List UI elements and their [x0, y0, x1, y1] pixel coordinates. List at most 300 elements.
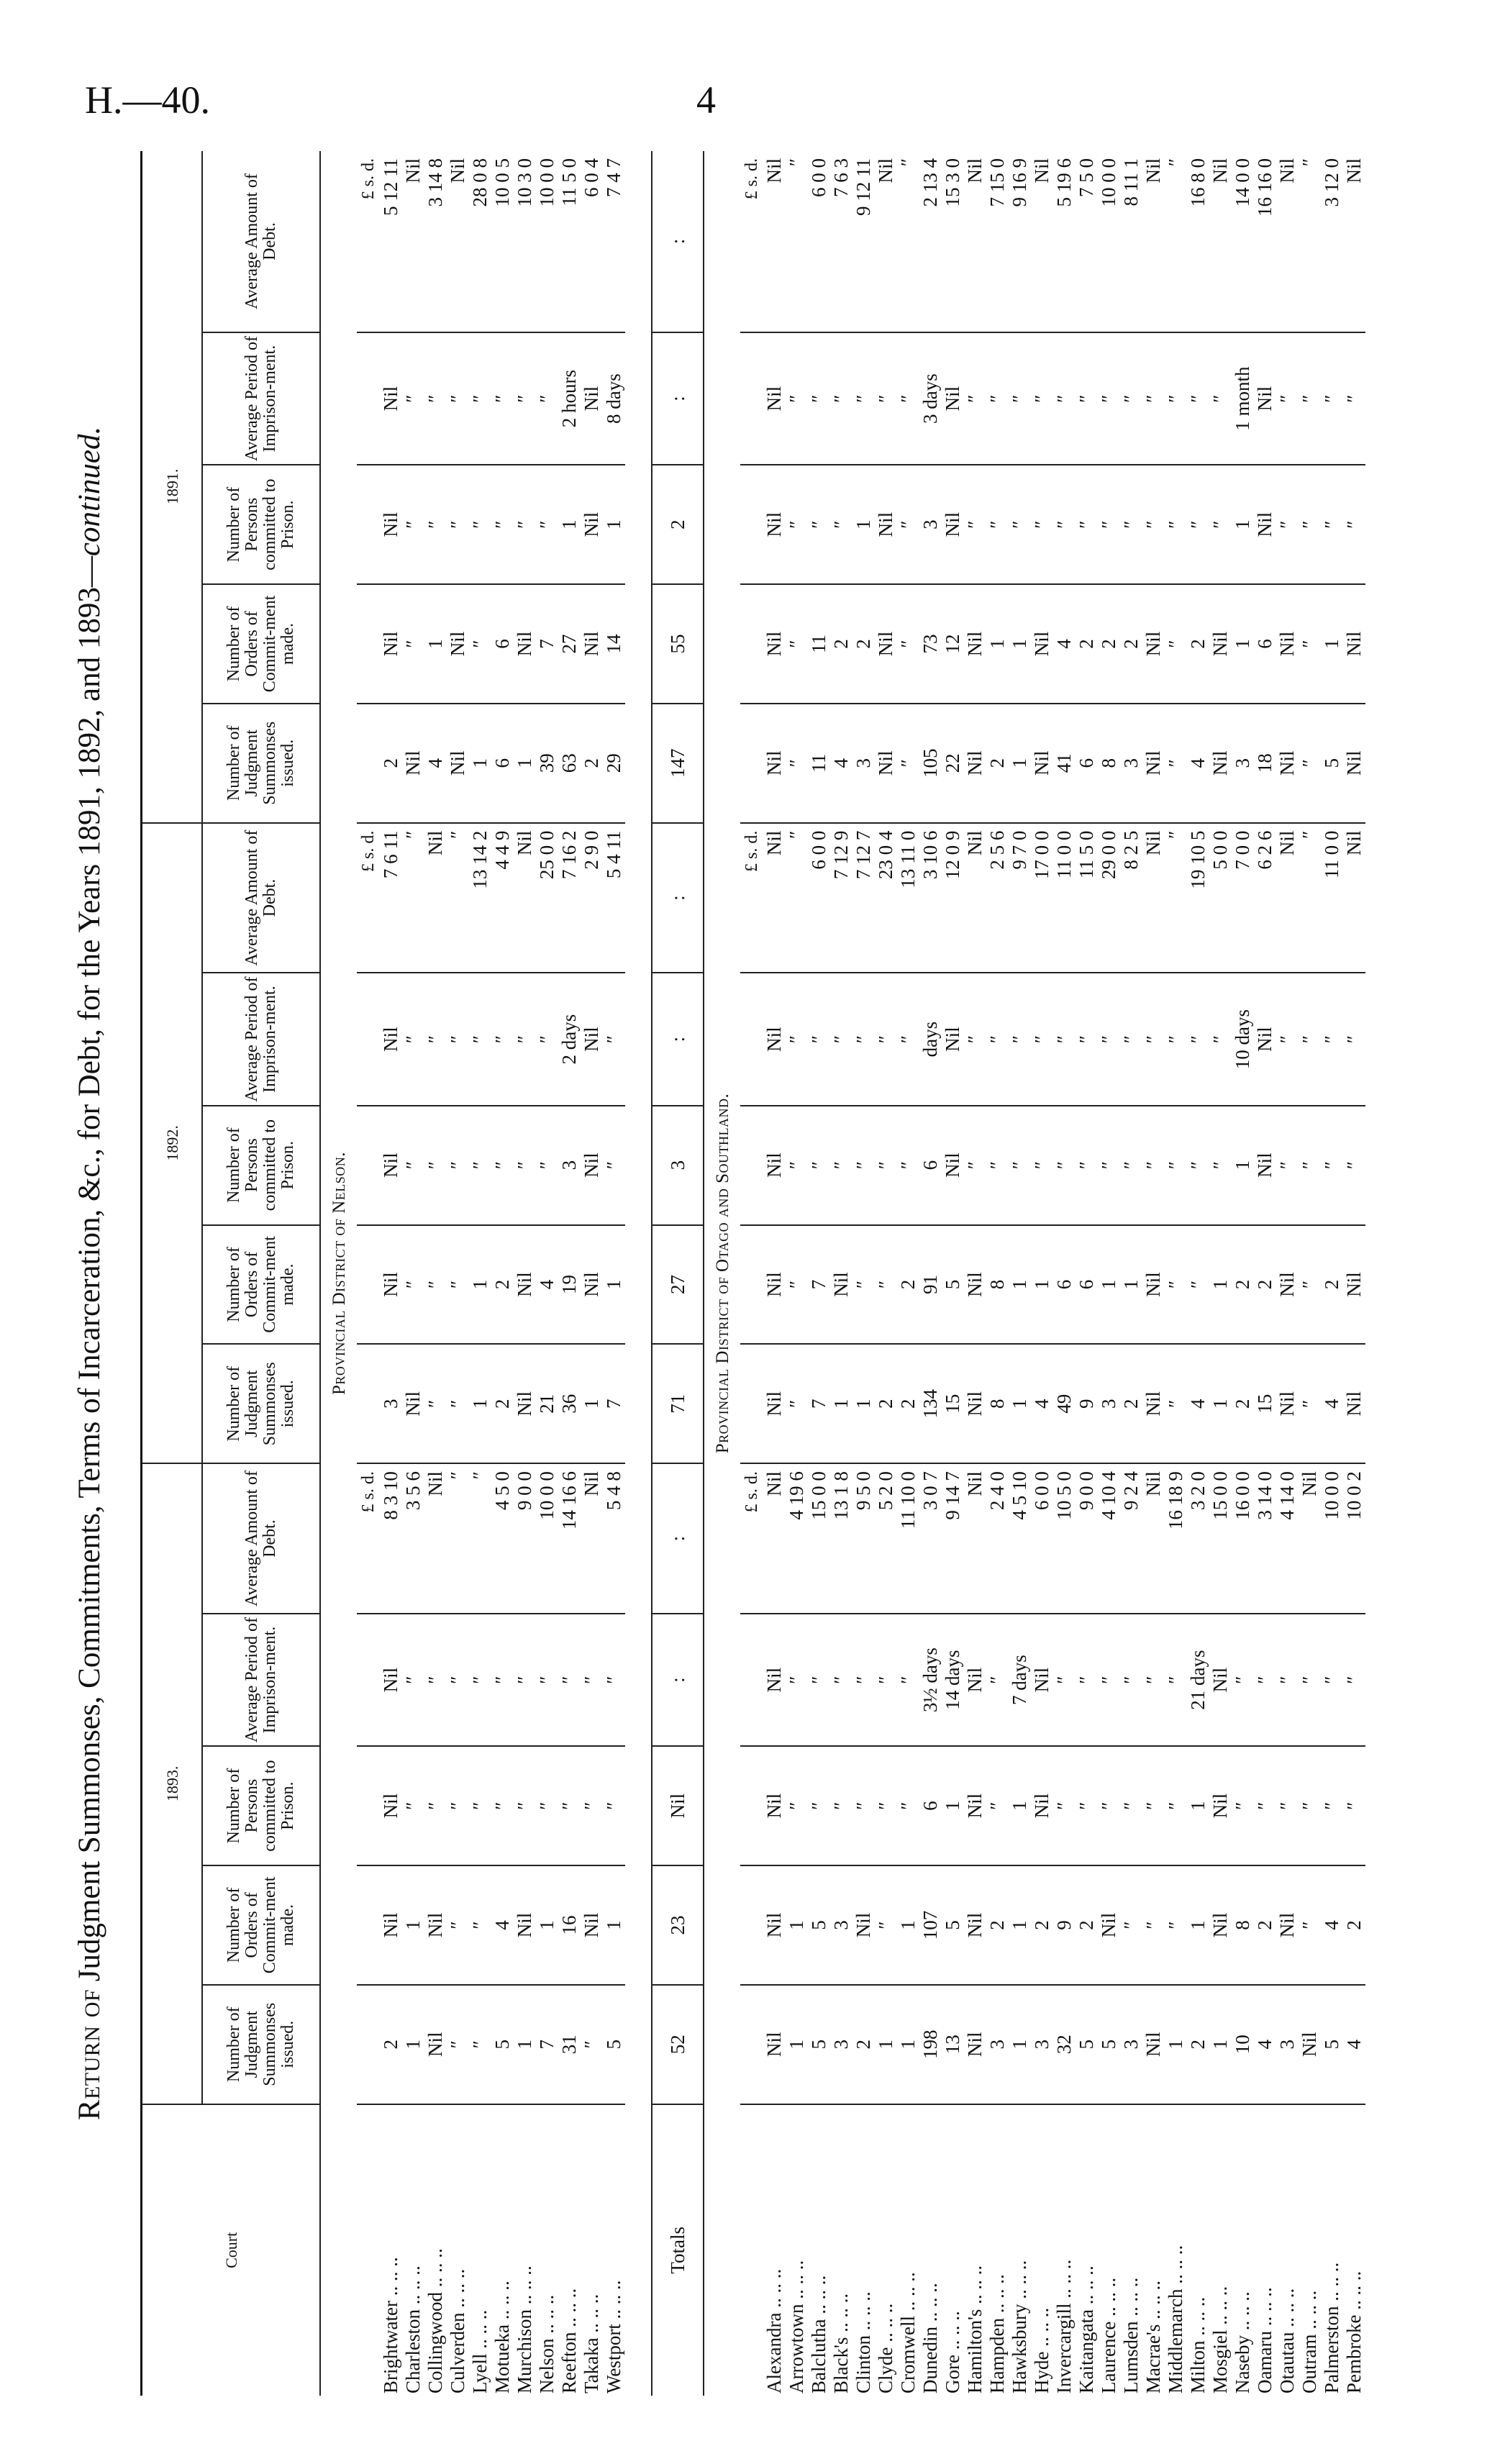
orders-cell: 4 [1053, 584, 1076, 704]
amount-cell: 10 0 0 [1098, 151, 1120, 332]
blank-cell [357, 1865, 380, 1985]
total-persons-cell: Nil [652, 1746, 704, 1865]
orders-cell: 2 [1098, 584, 1120, 704]
table-row [919, 151, 942, 2396]
period-cell: ″ [1343, 973, 1365, 1105]
court-name: Lumsden [1120, 2321, 1142, 2393]
persons-cell: ″ [1076, 1106, 1098, 1225]
orders-cell: 1 [1009, 584, 1031, 704]
orders-cell: 1 [1009, 1865, 1031, 1985]
spacer-cell [625, 151, 652, 2396]
persons-cell: ″ [402, 465, 424, 584]
court-name: Macrae's [1142, 2324, 1164, 2393]
amount-cell: 2 9 0 [581, 823, 603, 973]
persons-cell: 1 [1009, 1746, 1031, 1865]
orders-cell: Nil [581, 1865, 603, 1985]
leader-dots: .. .. .. [1299, 2290, 1320, 2335]
column-header-summonses-1892: Number of Judgment Summonses issued. [202, 1344, 320, 1463]
summonses-cell: 2 [897, 1344, 919, 1463]
leader-dots: .. .. .. [402, 2265, 424, 2310]
period-cell: ″ [1321, 973, 1343, 1105]
orders-cell: 1 [424, 584, 447, 704]
orders-cell: 19 [558, 1225, 581, 1345]
amount-cell: Nil [1343, 151, 1365, 332]
court-name: Arrowtown [786, 2304, 807, 2393]
persons-cell: ″ [1142, 1106, 1165, 1225]
amount-cell: 16 16 0 [1254, 151, 1276, 332]
amount-cell: Nil [1209, 151, 1232, 332]
summonses-cell: 3 [852, 704, 875, 823]
summonses-cell: ″ [469, 1985, 491, 2104]
period-cell: ″ [897, 332, 919, 465]
orders-cell: ″ [1299, 1865, 1321, 1985]
leader-dots: .. .. .. [1254, 2287, 1275, 2332]
summonses-cell: 1 [786, 1985, 808, 2104]
summonses-cell: Nil [447, 704, 469, 823]
persons-cell: ″ [402, 1746, 424, 1865]
persons-cell: ″ [424, 1746, 447, 1865]
amount-cell: Nil [1142, 823, 1165, 973]
total-summonses-cell: 52 [652, 1985, 704, 2104]
period-cell: ″ [603, 1614, 625, 1746]
amount-cell: Nil [424, 1463, 447, 1614]
court-name: Hamilton's [964, 2309, 986, 2393]
orders-cell: 1 [603, 1865, 625, 1985]
persons-cell: ″ [1321, 465, 1343, 584]
leader-dots: .. .. .. [1343, 2270, 1365, 2315]
period-cell: ″ [875, 973, 897, 1105]
column-header-persons-1893: Number of Persons committed to Prison. [202, 1746, 320, 1865]
leader-dots: .. .. .. [1187, 2296, 1209, 2341]
summonses-cell: Nil [763, 1985, 786, 2104]
persons-cell: ″ [491, 465, 514, 584]
court-name: Hampden [986, 2318, 1008, 2393]
summonses-cell: 7 [808, 1344, 830, 1463]
summonses-cell: ″ [424, 1344, 447, 1463]
summonses-cell: Nil [1343, 1344, 1365, 1463]
persons-cell: ″ [424, 1106, 447, 1225]
summonses-cell: Nil [424, 1985, 447, 2104]
court-header: Court [142, 2104, 321, 2396]
orders-cell: 1 [1209, 1225, 1232, 1345]
summonses-cell: 49 [1053, 1344, 1076, 1463]
orders-cell: Nil [1031, 584, 1053, 704]
amount-cell: 9 0 0 [1076, 1463, 1098, 1614]
orders-cell: Nil [380, 584, 402, 704]
persons-cell: ″ [1142, 1746, 1165, 1865]
period-cell: ″ [1120, 973, 1142, 1105]
table-row [1142, 151, 1165, 2396]
amount-cell: 16 0 0 [1232, 1463, 1254, 1614]
court-name: Palmerston [1321, 2306, 1342, 2393]
table-row [447, 151, 469, 2396]
persons-cell: ″ [536, 465, 558, 584]
orders-cell: 4 [1321, 1865, 1343, 1985]
orders-cell: ″ [1187, 1225, 1209, 1345]
blank-cell [740, 973, 763, 1105]
amount-cell: 10 0 0 [536, 1463, 558, 1614]
amount-cell: 10 0 2 [1343, 1463, 1365, 1614]
persons-cell: ″ [1009, 1106, 1031, 1225]
court-cell [1076, 2104, 1098, 2396]
amount-cell: 7 15 0 [986, 151, 1009, 332]
court-name: Milton [1187, 2340, 1209, 2393]
period-cell: ″ [536, 1614, 558, 1746]
leader-dots: .. .. .. [919, 2283, 941, 2327]
court-name: Culverden [447, 2312, 468, 2393]
period-cell: ″ [1276, 1614, 1299, 1746]
amount-cell: 7 16 2 [558, 823, 581, 973]
total-summonses-cell: 71 [652, 1344, 704, 1463]
amount-cell: 13 1 8 [830, 1463, 852, 1614]
orders-cell: 1 [603, 1225, 625, 1345]
summonses-cell: Nil [1276, 1344, 1299, 1463]
persons-cell: 1 [1187, 1746, 1209, 1865]
period-cell: ″ [830, 1614, 852, 1746]
orders-cell: 1 [1232, 584, 1254, 704]
persons-cell: ″ [1276, 1746, 1299, 1865]
table-row [558, 151, 581, 2396]
court-cell [763, 2104, 786, 2396]
persons-cell: ″ [514, 1746, 536, 1865]
summonses-cell: 198 [919, 1985, 942, 2104]
leader-dots: .. .. .. [581, 2293, 602, 2338]
orders-cell: Nil [763, 1865, 786, 1985]
column-header-persons-1892: Number of Persons committed to Prison. [202, 1106, 320, 1225]
period-cell: ″ [1098, 332, 1120, 465]
table-row [964, 151, 986, 2396]
persons-cell: Nil [763, 465, 786, 584]
court-cell [469, 2104, 491, 2396]
leader-dots: .. .. .. [1120, 2277, 1142, 2322]
period-cell: Nil [964, 1614, 986, 1746]
leader-dots: .. .. .. [986, 2274, 1008, 2319]
amount-cell: Nil [964, 823, 986, 973]
persons-cell: ″ [1209, 1106, 1232, 1225]
court-cell [1187, 2104, 1209, 2396]
persons-cell: ″ [1165, 1106, 1187, 1225]
blank-cell [357, 1106, 380, 1225]
title-lead: Return of [73, 1988, 106, 2121]
court-name: Oamaru [1254, 2331, 1275, 2393]
persons-cell: ″ [1343, 1106, 1365, 1225]
period-cell: ″ [514, 973, 536, 1105]
blank-cell [740, 1614, 763, 1746]
amount-cell: Nil [763, 151, 786, 332]
court-name: Charleston [402, 2309, 424, 2393]
persons-cell: ″ [1053, 1746, 1076, 1865]
orders-cell: ″ [875, 1865, 897, 1985]
court-name: Pembroke [1343, 2314, 1365, 2393]
court-cell [402, 2104, 424, 2396]
persons-cell: Nil [875, 465, 897, 584]
amount-cell: 6 2 6 [1254, 823, 1276, 973]
summonses-cell: Nil [964, 704, 986, 823]
summonses-cell: 8 [1098, 704, 1120, 823]
leader-dots: .. .. .. [1232, 2291, 1253, 2336]
leader-dots: .. .. .. [1098, 2277, 1119, 2322]
amount-cell: 14 16 6 [558, 1463, 581, 1614]
summonses-cell: 1 [514, 1985, 536, 2104]
total-amount-cell: : [652, 823, 704, 973]
blank-cell [740, 1225, 763, 1345]
summonses-cell: Nil [1276, 704, 1299, 823]
summonses-cell: 6 [491, 704, 514, 823]
court-cell [1098, 2104, 1120, 2396]
section-title: Provincial District of Nelson. [329, 1152, 349, 1396]
period-cell: ″ [830, 332, 852, 465]
court-name: Mosgiel [1209, 2329, 1231, 2393]
amount-cell: 4 19 6 [786, 1463, 808, 1614]
column-header-orders-1892: Number of Orders of Commit-ment made. [202, 1225, 320, 1345]
court-name: Balclutha [808, 2319, 829, 2393]
orders-cell: Nil [1343, 1225, 1365, 1345]
table-row [1276, 151, 1299, 2396]
orders-cell: 1 [897, 1865, 919, 1985]
summonses-cell: Nil [402, 1344, 424, 1463]
amount-cell: 9 5 0 [852, 1463, 875, 1614]
persons-cell: ″ [402, 1106, 424, 1225]
amount-cell: 3 5 6 [402, 1463, 424, 1614]
table-row [808, 151, 830, 2396]
persons-cell: ″ [1276, 465, 1299, 584]
summonses-cell: 5 [491, 1985, 514, 2104]
persons-cell: Nil [380, 465, 402, 584]
orders-cell: 2 [491, 1225, 514, 1345]
amount-cell: 2 13 4 [919, 151, 942, 332]
orders-cell: Nil [424, 1865, 447, 1985]
orders-cell: Nil [380, 1225, 402, 1345]
table-row [942, 151, 964, 2396]
orders-cell: ″ [875, 1225, 897, 1345]
column-header-orders-1893: Number of Orders of Commit-ment made. [202, 1865, 320, 1985]
summonses-cell: 3 [1276, 1985, 1299, 2104]
amount-cell: 16 18 9 [1165, 1463, 1187, 1614]
orders-cell: 4 [491, 1865, 514, 1985]
court-name: Westport [603, 2324, 624, 2393]
period-cell: ″ [830, 973, 852, 1105]
period-cell: ″ [1187, 973, 1209, 1105]
summonses-cell: ″ [897, 704, 919, 823]
table-row [1076, 151, 1098, 2396]
persons-cell: Nil [1254, 1106, 1276, 1225]
orders-cell: 4 [536, 1225, 558, 1345]
orders-cell: ″ [424, 1225, 447, 1345]
orders-cell: 6 [491, 584, 514, 704]
total-period-cell: : [652, 973, 704, 1105]
period-cell: Nil [380, 973, 402, 1105]
court-cell [447, 2104, 469, 2396]
amount-cell: Nil [447, 151, 469, 332]
period-cell: ″ [1053, 973, 1076, 1105]
period-cell: ″ [1142, 973, 1165, 1105]
period-cell: ″ [1187, 332, 1209, 465]
period-cell: 10 days [1232, 973, 1254, 1105]
amount-cell: ″ [447, 823, 469, 973]
amount-cell: 9 2 4 [1120, 1463, 1142, 1614]
summonses-cell: 4 [424, 704, 447, 823]
court-name: Otautau [1276, 2332, 1298, 2393]
period-cell: 1 month [1232, 332, 1254, 465]
table-row [536, 151, 558, 2396]
period-cell: ″ [1343, 1614, 1365, 1746]
total-orders-cell: 27 [652, 1225, 704, 1345]
summonses-cell: 5 [603, 1985, 625, 2104]
orders-cell: Nil [964, 584, 986, 704]
orders-cell: 91 [919, 1225, 942, 1345]
summonses-cell: 5 [1098, 1985, 1120, 2104]
orders-cell: ″ [402, 1225, 424, 1345]
period-cell: ″ [786, 973, 808, 1105]
summonses-cell: 4 [1187, 1344, 1209, 1463]
amount-cell: 7 4 7 [603, 151, 625, 332]
summonses-cell: Nil [1031, 704, 1053, 823]
amount-cell: 29 0 0 [1098, 823, 1120, 973]
year-header-1891: 1891. [142, 151, 203, 823]
title-main: Judgment Summonses, Commitments, Terms of Incarceration, &c., for Debt, for the Years 1891, 1892, and 1893— [73, 556, 106, 1982]
amount-cell: 10 3 0 [514, 151, 536, 332]
amount-cell: Nil [1031, 151, 1053, 332]
court-cell [964, 2104, 986, 2396]
period-cell: ″ [469, 1614, 491, 1746]
summonses-cell: 105 [919, 704, 942, 823]
period-cell: ″ [1120, 332, 1142, 465]
amount-cell: 10 0 0 [536, 151, 558, 332]
orders-cell: 12 [942, 584, 964, 704]
amount-cell: 9 14 7 [942, 1463, 964, 1614]
persons-cell: ″ [1321, 1746, 1343, 1865]
amount-cell: 15 3 0 [942, 151, 964, 332]
orders-cell: Nil [380, 1865, 402, 1985]
blank-cell [357, 332, 380, 465]
summonses-cell: Nil [514, 1344, 536, 1463]
orders-cell: 8 [1232, 1865, 1254, 1985]
period-cell: ″ [1076, 332, 1098, 465]
summonses-cell: 9 [1076, 1344, 1098, 1463]
court-cell [1120, 2104, 1142, 2396]
column-header-summonses-1891: Number of Judgment Summonses issued. [202, 704, 320, 823]
summonses-cell: 2 [852, 1985, 875, 2104]
persons-cell: ″ [536, 1106, 558, 1225]
orders-cell: Nil [514, 1225, 536, 1345]
orders-cell: Nil [581, 1225, 603, 1345]
orders-cell: ″ [852, 1225, 875, 1345]
amount-cell: ″ [1299, 151, 1321, 332]
amount-cell: 23 0 4 [875, 823, 897, 973]
table-row [1343, 151, 1365, 2396]
orders-cell: ″ [469, 584, 491, 704]
blank-cell [740, 1985, 763, 2104]
table-row [1165, 151, 1187, 2396]
period-cell: ″ [1120, 1614, 1142, 1746]
persons-cell: Nil [964, 1746, 986, 1865]
orders-cell: ″ [1120, 1865, 1142, 1985]
return-table [140, 151, 1365, 2396]
summonses-cell: 36 [558, 1344, 581, 1463]
persons-cell: ″ [1120, 1746, 1142, 1865]
summonses-cell: Nil [402, 704, 424, 823]
persons-cell: ″ [1187, 1106, 1209, 1225]
orders-cell: 1 [536, 1865, 558, 1985]
amount-cell: ″ [469, 1463, 491, 1614]
amount-cell: 4 5 0 [491, 1463, 514, 1614]
orders-cell: 5 [942, 1865, 964, 1985]
summonses-cell: 8 [986, 1344, 1009, 1463]
total-amount-cell: : [652, 1463, 704, 1614]
amount-cell: 17 0 0 [1031, 823, 1053, 973]
total-orders-cell: 23 [652, 1865, 704, 1985]
period-cell: ″ [1321, 332, 1343, 465]
persons-cell: ″ [469, 1746, 491, 1865]
table-row [514, 151, 536, 2396]
totals-row [652, 151, 704, 2396]
persons-cell: ″ [514, 465, 536, 584]
amount-cell: 5 0 0 [1209, 823, 1232, 973]
table-row [1299, 151, 1321, 2396]
orders-cell: ″ [447, 1225, 469, 1345]
orders-cell: 1 [402, 1865, 424, 1985]
column-header-orders-1891: Number of Orders of Commit-ment made. [202, 584, 320, 704]
persons-cell: 1 [1232, 1106, 1254, 1225]
persons-cell: ″ [1076, 465, 1098, 584]
summonses-cell: 1 [402, 1985, 424, 2104]
persons-cell: ″ [603, 1106, 625, 1225]
persons-cell: Nil [1209, 1746, 1232, 1865]
summonses-cell: 1 [1009, 704, 1031, 823]
amount-cell: 6 0 4 [581, 151, 603, 332]
period-cell: ″ [1209, 332, 1232, 465]
money-units-label: £ s. d. [740, 151, 763, 332]
leader-dots: .. .. .. [1031, 2307, 1052, 2352]
leader-dots: .. .. .. [852, 2291, 874, 2335]
persons-cell: ″ [1165, 1746, 1187, 1865]
summonses-cell: 3 [1120, 1985, 1142, 2104]
amount-cell: Nil [875, 151, 897, 332]
court-cell [1142, 2104, 1165, 2396]
persons-cell: ″ [1299, 1746, 1321, 1865]
summonses-cell: 39 [536, 704, 558, 823]
blank-cell [740, 1106, 763, 1225]
column-header-amount-1891: Average Amount of Debt. [202, 151, 320, 332]
orders-cell: 8 [986, 1225, 1009, 1345]
summonses-cell: 7 [536, 1985, 558, 2104]
period-cell: ″ [402, 973, 424, 1105]
period-cell: ″ [424, 1614, 447, 1746]
blank-cell [357, 1225, 380, 1345]
amount-cell: Nil [1142, 1463, 1165, 1614]
persons-cell: ″ [1232, 1746, 1254, 1865]
amount-cell: 7 12 9 [830, 823, 852, 973]
period-cell: ″ [469, 973, 491, 1105]
amount-cell: Nil [1299, 1463, 1321, 1614]
leader-dots: .. .. .. [964, 2265, 986, 2309]
table-row [1120, 151, 1142, 2396]
summonses-cell: 3 [830, 1985, 852, 2104]
blank-cell [357, 1614, 380, 1746]
table-row [1254, 151, 1276, 2396]
summonses-cell: 1 [1009, 1344, 1031, 1463]
persons-cell: ″ [964, 465, 986, 584]
leader-dots: .. .. .. [447, 2268, 468, 2313]
amount-cell: Nil [763, 1463, 786, 1614]
persons-cell: 1 [1232, 465, 1254, 584]
money-units-label: £ s. d. [740, 823, 763, 973]
summonses-cell: 7 [603, 1344, 625, 1463]
persons-cell: ″ [469, 1106, 491, 1225]
blank-cell [357, 1985, 380, 2104]
persons-cell: ″ [897, 465, 919, 584]
amount-cell: 2 5 6 [986, 823, 1009, 973]
